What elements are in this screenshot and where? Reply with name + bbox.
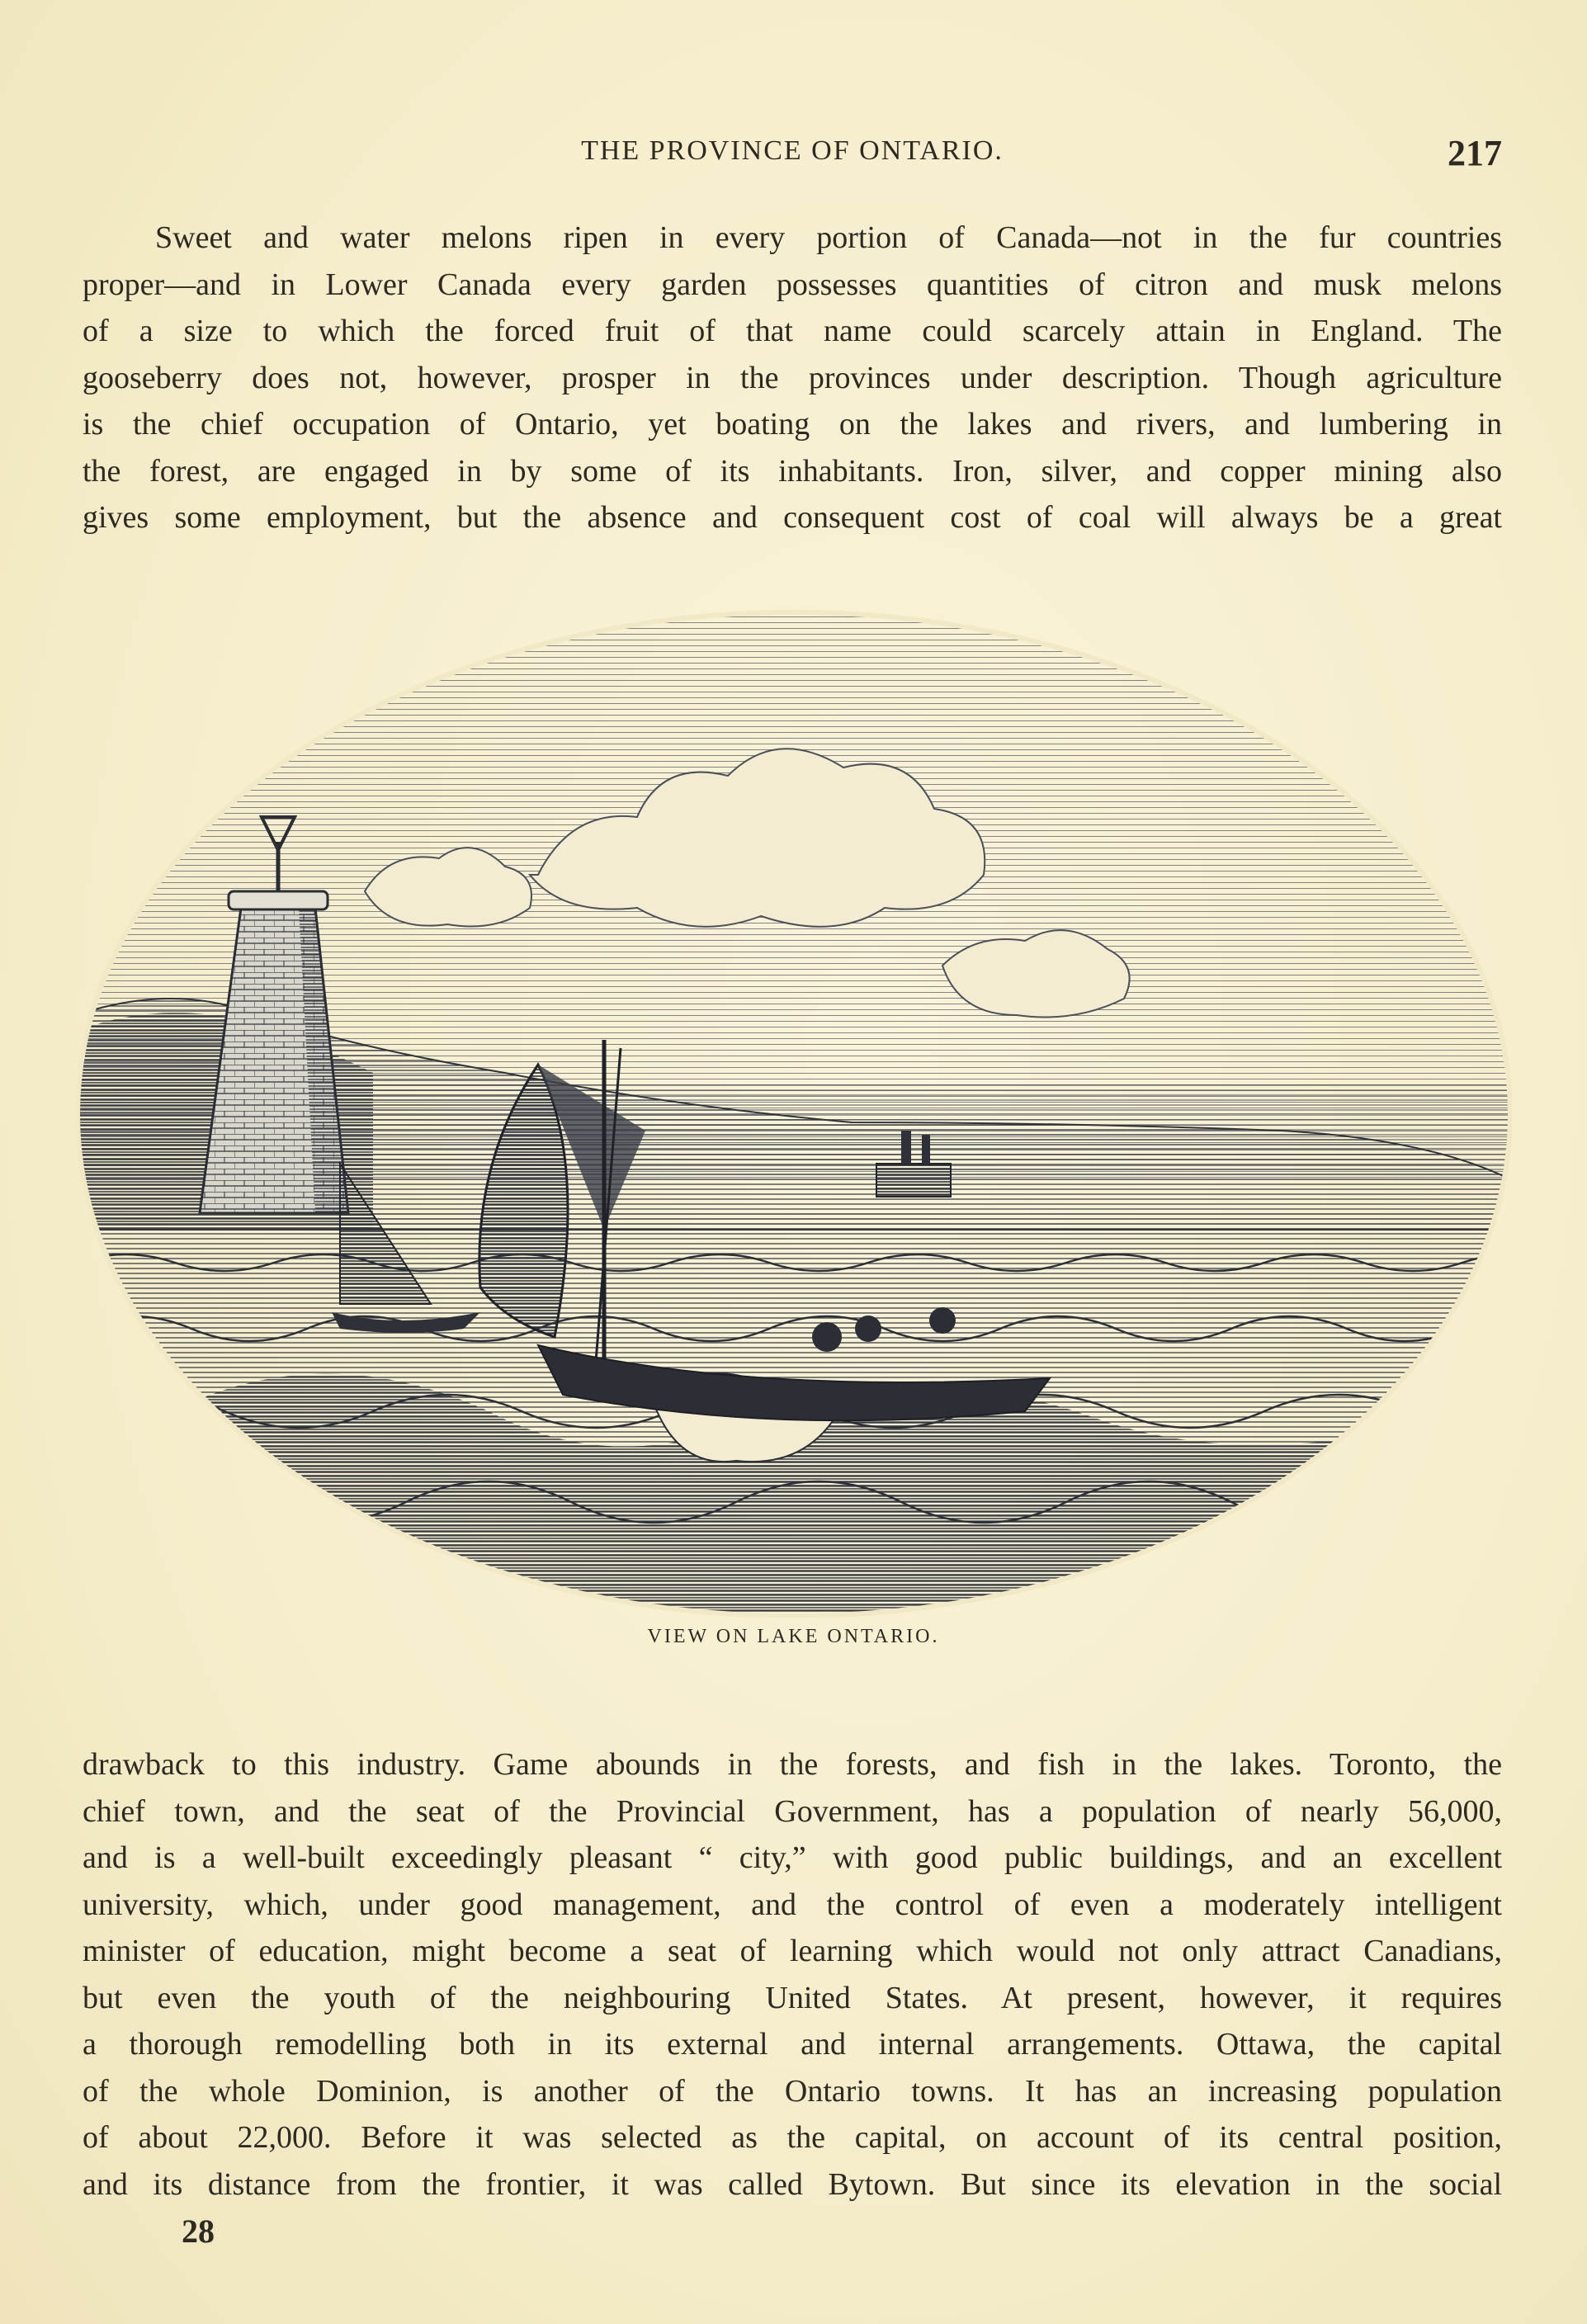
page-number: 217 bbox=[1448, 133, 1502, 173]
paragraph-bottom bbox=[83, 1741, 1502, 2208]
text-line: minister of education, might become a seat of learning which would not only attract Canadians, bbox=[83, 1934, 1502, 1968]
text-line: of the whole Dominion, is another of the Ontario towns. It has an increasing population bbox=[83, 2073, 1502, 2109]
text-line: and is a well-built exceedingly pleasant “ city,” with good public buildings, and an excellent bbox=[83, 1840, 1502, 1875]
text-line: and its distance from the frontier, it was called Bytown. But since its elevation in the social bbox=[83, 2166, 1502, 2202]
signature-mark: 28 bbox=[182, 2213, 215, 2250]
text-line: drawback to this industry. Game abounds in the forests, and fish in the lakes. Toronto, the bbox=[83, 1747, 1502, 1782]
text-line: but even the youth of the neighbouring United States. At present, however, it requires bbox=[83, 1980, 1502, 2015]
text-line: proper—and in Lower Canada every garden possesses quantities of citron and musk melons bbox=[83, 267, 1502, 302]
text-line: is the chief occupation of Ontario, yet boating on the lakes and rivers, and lumbering in bbox=[83, 407, 1502, 442]
running-head bbox=[83, 132, 1502, 173]
text-line: the forest, are engaged in by some of its inhabitants. Iron, silver, and copper mining also bbox=[83, 453, 1502, 489]
text-line: gooseberry does not, however, prosper in the provinces under description. Though agriculture bbox=[83, 360, 1502, 395]
text-line: university, which, under good management, and the control of even a moderately intelligent bbox=[83, 1887, 1502, 1922]
lake-ontario-engraving bbox=[76, 602, 1512, 1618]
text-line: of a size to which the forced fruit of that name could scarcely attain in England. The bbox=[83, 314, 1502, 348]
running-title: THE PROVINCE OF ONTARIO. bbox=[581, 135, 1004, 166]
paragraph-top bbox=[83, 215, 1502, 541]
text-line: Sweet and water melons ripen in every portion of Canada—not in the fur countries bbox=[155, 220, 1502, 255]
text-line: chief town, and the seat of the Provincial Government, has a population of nearly 56,000, bbox=[83, 1793, 1502, 1829]
illustration-caption: VIEW ON LAKE ONTARIO. bbox=[647, 1626, 940, 1647]
text-line: of about 22,000. Before it was selected as the capital, on account of its central position, bbox=[83, 2120, 1502, 2155]
text-line: a thorough remodelling both in its external and internal arrangements. Ottawa, the capital bbox=[83, 2027, 1502, 2062]
text-line: gives some employment, but the absence and consequent cost of coal will always be a great bbox=[83, 500, 1502, 535]
